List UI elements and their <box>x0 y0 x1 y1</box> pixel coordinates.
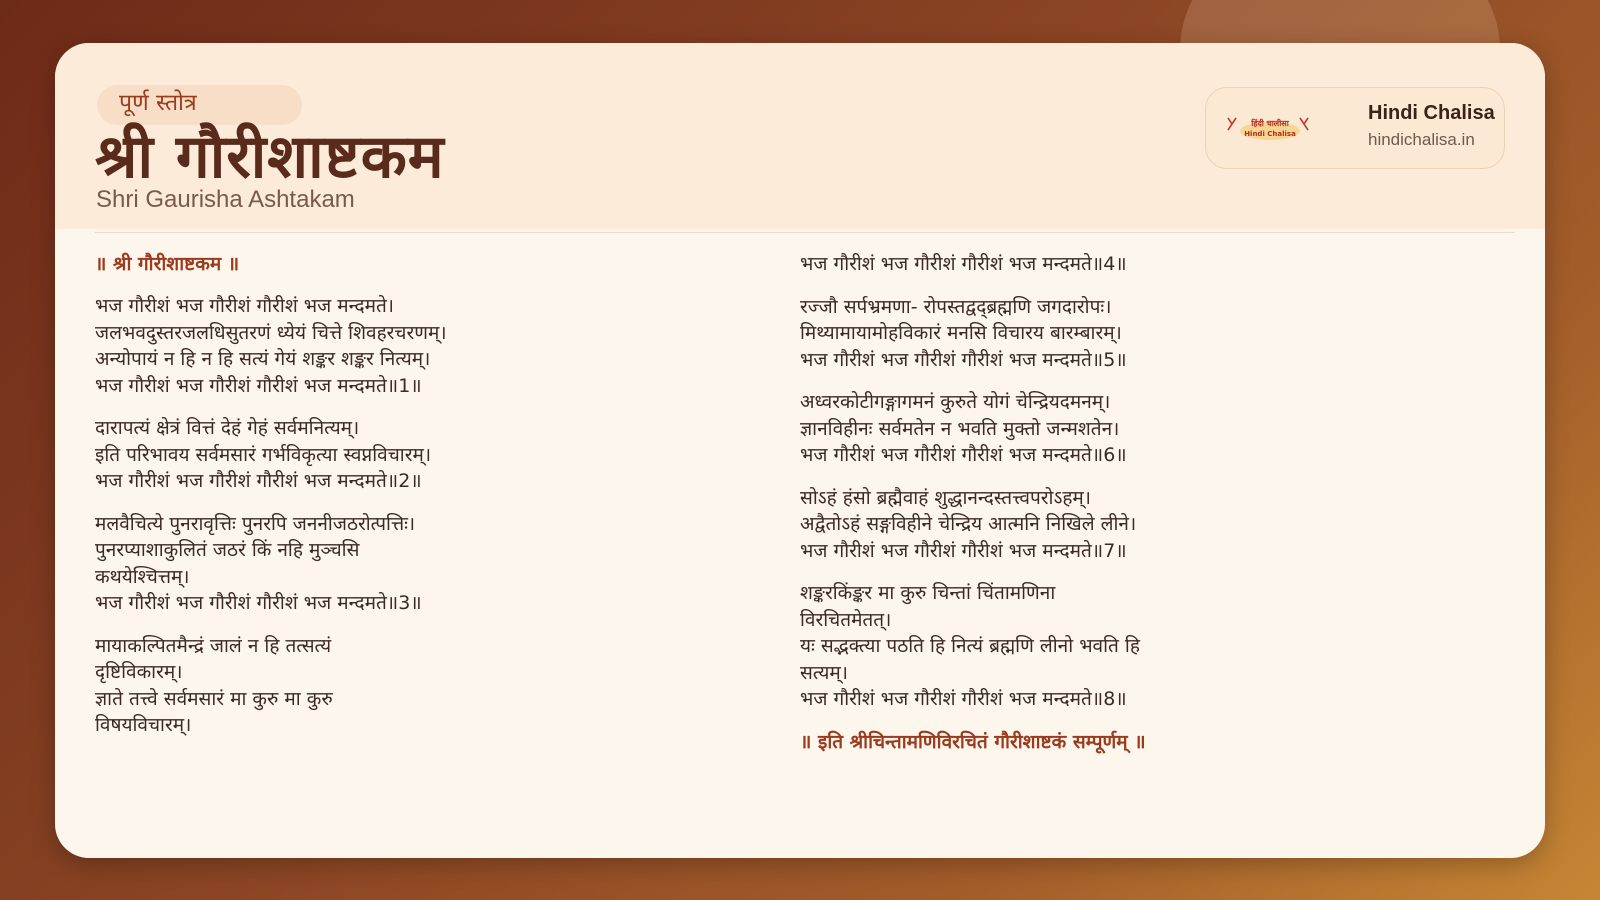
stanza <box>95 415 775 495</box>
stanza <box>800 389 1480 469</box>
verse-line: भज गौरीशं भज गौरीशं गौरीशं भज मन्दमते॥7॥ <box>800 539 1127 562</box>
stanza <box>800 251 1480 278</box>
stanza <box>800 294 1480 374</box>
verse-line: दृष्टिविकारम्। <box>95 661 183 683</box>
hindi-chalisa-logo-icon <box>1224 114 1316 144</box>
verse-line: विषयविचारम्। <box>95 714 192 736</box>
verse-line: सोऽहं हंसो ब्रह्मैवाहं शुद्धानन्दस्तत्त्वपरोऽहम्। <box>800 486 1091 509</box>
verse-line: भज गौरीशं भज गौरीशं गौरीशं भज मन्दमते॥2॥ <box>95 470 422 492</box>
verse-line: भज गौरीशं भज गौरीशं गौरीशं भज मन्दमते॥5॥ <box>800 348 1127 371</box>
verse-line: अध्वरकोटीगङ्गागमनं कुरुते योगं चेन्द्रियदमनम्। <box>800 391 1111 413</box>
verse-line: सत्यम्। <box>800 661 848 684</box>
verse-line: मलवैचित्ये पुनरावृत्तिः पुनरपि जननीजठरोत्पत्तिः। <box>95 512 416 535</box>
verse-line: अन्योपायं न हि न हि सत्यं गेयं शङ्कर शङ्कर नित्यम्। <box>95 348 431 370</box>
verse-line: रज्जौ सर्पभ्रमणा- रोपस्तद्वद्ब्रह्मणि जगदारोपः। <box>800 295 1112 318</box>
verse-line: ज्ञाते तत्त्वे सर्वमसारं मा कुरु मा कुरु <box>95 687 333 710</box>
content-card <box>55 43 1545 858</box>
brand-url-link[interactable]: hindichalisa.in <box>1368 130 1475 149</box>
svg-text:हिंदी चालीसा: हिंदी चालीसा <box>1251 119 1289 128</box>
verse-line: भज गौरीशं भज गौरीशं गौरीशं भज मन्दमते॥3॥ <box>95 592 422 614</box>
verse-line: इति परिभावय सर्वमसारं गर्भविकृत्या स्वप्नविचारम्। <box>95 443 432 466</box>
verse-line: विरचितमेतत्। <box>800 608 892 631</box>
verse-line: मिथ्यामायामोहविकारं मनसि विचारय बारम्बारम्। <box>800 322 1122 344</box>
verse-line: भज गौरीशं भज गौरीशं गौरीशं भज मन्दमते॥4॥ <box>800 253 1127 275</box>
verse-line: मायाकल्पितमैन्द्रं जालं न हि तत्सत्यं <box>95 634 332 657</box>
brand-name: Hindi Chalisa <box>1368 102 1495 124</box>
right-stanza-list <box>800 251 1480 713</box>
svg-text:Hindi Chalisa: Hindi Chalisa <box>1244 130 1296 138</box>
page-title: श्री गौरीशाष्टकम <box>95 122 445 192</box>
page-subtitle: Shri Gaurisha Ashtakam <box>96 186 355 213</box>
badge-label: पूर्ण स्तोत्र <box>119 90 197 116</box>
brand-card[interactable] <box>1205 87 1505 169</box>
stanza <box>95 293 775 399</box>
stanza <box>800 580 1480 713</box>
left-column <box>95 251 775 755</box>
left-stanza-list <box>95 293 775 739</box>
verse-line: भज गौरीशं भज गौरीशं गौरीशं भज मन्दमते। <box>95 295 395 317</box>
header-divider <box>95 232 1515 233</box>
verse-line: पुनरप्याशाकुलितं जठरं किं नहि मुञ्चसि <box>95 539 360 561</box>
right-column <box>800 251 1480 755</box>
verse-line: कथयेश्चित्तम्। <box>95 565 190 588</box>
verse-line: भज गौरीशं भज गौरीशं गौरीशं भज मन्दमते॥8॥ <box>800 688 1127 710</box>
verse-line: शङ्करकिंङ्कर मा कुरु चिन्तां चिंतामणिना <box>800 582 1056 604</box>
verse-line: जलभवदुस्तरजलधिसुतरणं ध्येयं चित्ते शिवहरचरणम्। <box>95 321 447 344</box>
verse-line: अद्वैतोऽहं सङ्गविहीने चेन्द्रिय आत्मनि निखिले लीने। <box>800 513 1137 535</box>
stotra-closing: ॥ इति श्रीचिन्तामणिविरचितं गौरीशाष्टकं सम्पूर्णम् ॥ <box>800 730 1146 753</box>
stanza <box>95 633 775 739</box>
verse-line: ज्ञानविहीनः सर्वमतेन न भवति मुक्तो जन्मशतेन। <box>800 417 1120 440</box>
verse-line: यः सद्भक्त्या पठति हि नित्यं ब्रह्मणि लीनो भवति हि <box>800 635 1140 657</box>
verse-line: दारापत्यं क्षेत्रं वित्तं देहं गेहं सर्वमनित्यम्। <box>95 417 360 439</box>
verse-line: भज गौरीशं भज गौरीशं गौरीशं भज मन्दमते॥1॥ <box>95 374 422 397</box>
stanza <box>95 511 775 617</box>
stotra-heading: ॥ श्री गौरीशाष्टकम ॥ <box>95 253 240 275</box>
verse-line: भज गौरीशं भज गौरीशं गौरीशं भज मन्दमते॥6॥ <box>800 444 1127 466</box>
stanza <box>800 485 1480 565</box>
